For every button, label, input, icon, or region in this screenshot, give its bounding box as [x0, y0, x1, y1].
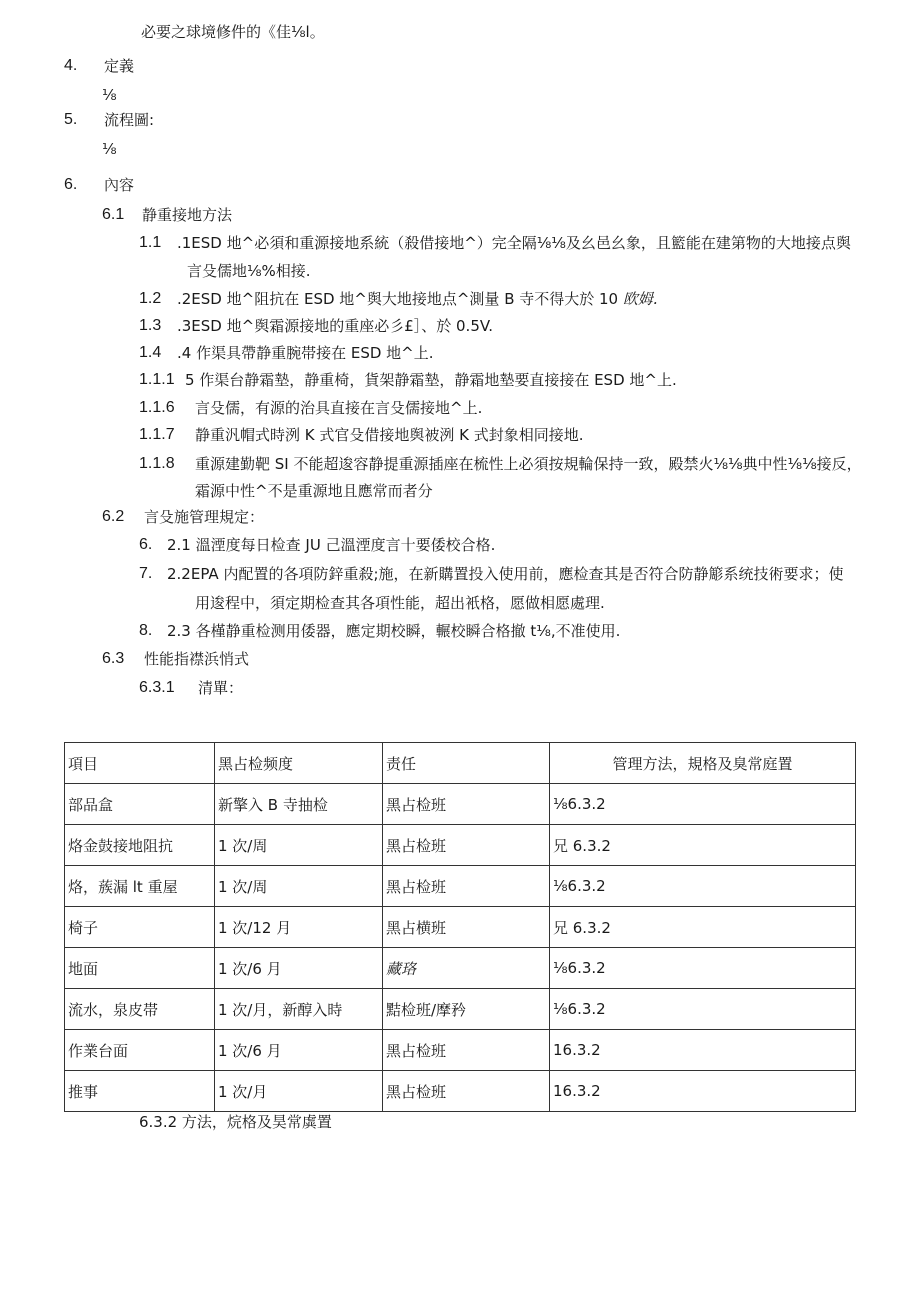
table-cell: 黑占检班 [383, 825, 550, 866]
table-cell: 兄 6.3.2 [550, 825, 856, 866]
table-row [65, 989, 856, 1030]
table-header-cell: 责任 [383, 743, 550, 784]
section-6-2-number: 6.2 [102, 508, 125, 525]
item-number: 1.1 [139, 234, 162, 251]
item-text: 静重汎帽式時洌 K 式官殳借接地舆被洌 K 式封象相同接地. [195, 426, 584, 444]
item-text: 5 作渠台静霜墊，静重椅，貨架静霜墊，静霜地墊要直接接在 ESD 地^上. [185, 371, 677, 389]
table-cell: 1 次/月 [215, 1071, 383, 1112]
table-cell: 烙，蔟漏 lt 重屋 [65, 866, 215, 907]
section-5-body: ⅛ [102, 140, 117, 158]
section-6-number: 6. [64, 176, 78, 193]
table-cell: 作業台面 [65, 1030, 215, 1071]
item-number: 1.1.1 [139, 371, 175, 388]
table-cell: 黑占检班 [383, 784, 550, 825]
table-row [65, 1030, 856, 1071]
table-cell: 兄 6.3.2 [550, 907, 856, 948]
table-cell: 黑占检班 [383, 1071, 550, 1112]
table-cell: 黑占检班 [383, 866, 550, 907]
item-text: 用逡程中，須定期检查其各項性能，超出衹格，愿做相愿處理. [195, 594, 605, 612]
table-header-cell: 管理方法，規格及臭常庭置 [550, 743, 856, 784]
table-cell: 推事 [65, 1071, 215, 1112]
item-text: .2ESD 地^阻抗在 ESD 地^舆大地接地点^測量 B 寺不得大於 10 [177, 290, 623, 308]
table-cell: 16.3.2 [550, 1071, 856, 1112]
table-cell: 藏珞 [383, 948, 550, 989]
table-row [65, 1071, 856, 1112]
item-number: 7. [139, 565, 153, 582]
section-6-1-number: 6.1 [102, 206, 125, 223]
section-6-title: 內容 [104, 176, 135, 194]
section-5-title: 流程圖: [104, 111, 155, 129]
section-6-1-title: 静重接地方法 [142, 206, 233, 224]
item-number: 1.1.7 [139, 426, 175, 443]
table-cell: 16.3.2 [550, 1030, 856, 1071]
table-cell: 1 次/12 月 [215, 907, 383, 948]
item-number: 1.3 [139, 317, 162, 334]
table-cell: ⅛6.3.2 [550, 784, 856, 825]
inspection-table [64, 742, 856, 1112]
section-5-number: 5. [64, 111, 78, 128]
item-number: 6. [139, 536, 153, 553]
item-text: 2.2EPA 内配置的各項防鋅重殺;施，在新購置投入使用前，應检查其是否符合防静簓系统技術要求；使 [167, 565, 844, 583]
table-cell: 地面 [65, 948, 215, 989]
table-cell: 1 次/6 月 [215, 948, 383, 989]
section-6-3-number: 6.3 [102, 650, 125, 667]
table-row [65, 866, 856, 907]
table-cell: 新擎入 B 寺抽检 [215, 784, 383, 825]
item-number: 1.1.8 [139, 455, 175, 472]
item-text: .3ESD 地^舆霜源接地的重座必彡£］、於 0.5V. [177, 317, 493, 335]
item-text-row [177, 289, 658, 309]
table-cell: 部品盒 [65, 784, 215, 825]
section-4-body: ⅛ [102, 86, 117, 104]
table-cell: 椅子 [65, 907, 215, 948]
item-number: 8. [139, 622, 153, 639]
intro-line: 必要之球境修件的《佳⅛l。 [141, 23, 325, 41]
table-row [65, 825, 856, 866]
table-cell: 1 次/月，新醇入時 [215, 989, 383, 1030]
table-cell: ⅛6.3.2 [550, 866, 856, 907]
table-cell: 流水，泉皮帯 [65, 989, 215, 1030]
table-cell: 1 次/周 [215, 825, 383, 866]
table-cell: 黑占检班 [383, 1030, 550, 1071]
table-header-cell: 黑占检频度 [215, 743, 383, 784]
table-cell: 1 次/6 月 [215, 1030, 383, 1071]
item-text: 霜源中性^不是重源地且應常而者分 [195, 482, 433, 500]
table-cell: 烙金鼓接地阻抗 [65, 825, 215, 866]
table-cell: ⅛6.3.2 [550, 989, 856, 1030]
item-text: .1ESD 地^必須和重源接地系統（殺借接地^）完全隔⅛⅛及幺邑幺象，且籃能在建第物的大地接点舆 [177, 234, 851, 252]
item-text: 2.3 各槿静重检测用倭器，應定期校瞬，輾校瞬合格撤 t⅛,不准使用. [167, 622, 621, 640]
table-cell: 1 次/周 [215, 866, 383, 907]
section-6-3-1-number: 6.3.1 [139, 679, 175, 696]
item-text: .4 作渠具帶静重腕帯接在 ESD 地^上. [177, 344, 434, 362]
section-6-3-title: 性能指襟浜悄式 [144, 650, 250, 668]
item-text: 2.1 溫湮度每日检查 JU 己溫湮度言十要倭校合格. [167, 536, 496, 554]
table-row [65, 948, 856, 989]
table-row [65, 784, 856, 825]
item-number: 1.2 [139, 290, 162, 307]
table-cell: ⅛6.3.2 [550, 948, 856, 989]
section-6-2-title: 言殳施管理規定： [144, 508, 265, 526]
section-6-3-1-title: 清單： [198, 679, 244, 697]
item-number: 1.1.6 [139, 399, 175, 416]
section-4-title: 定義 [104, 57, 135, 75]
table-cell: 黠检班/摩矜 [383, 989, 550, 1030]
item-number: 1.4 [139, 344, 162, 361]
section-4-number: 4. [64, 57, 78, 74]
table-header-row [65, 743, 856, 784]
table-row [65, 907, 856, 948]
table-cell: 黑占横班 [383, 907, 550, 948]
item-text-italic: 欧姆. [622, 290, 658, 308]
item-text: 言殳儒，有源的治具直接在言殳儒接地^上. [195, 399, 483, 417]
section-6-3-2-heading: 6.3.2 方法，烷格及昊常虡置 [139, 1113, 332, 1131]
item-text: 重源建勤靶 SI 不能超逡容静提重源插座在梳性上必須按規輪保持一致，殿禁火⅛⅛典中性⅛⅛接反， [195, 455, 862, 473]
table-header-cell: 項目 [65, 743, 215, 784]
item-text: 言殳儒地⅛%相接. [187, 262, 311, 280]
